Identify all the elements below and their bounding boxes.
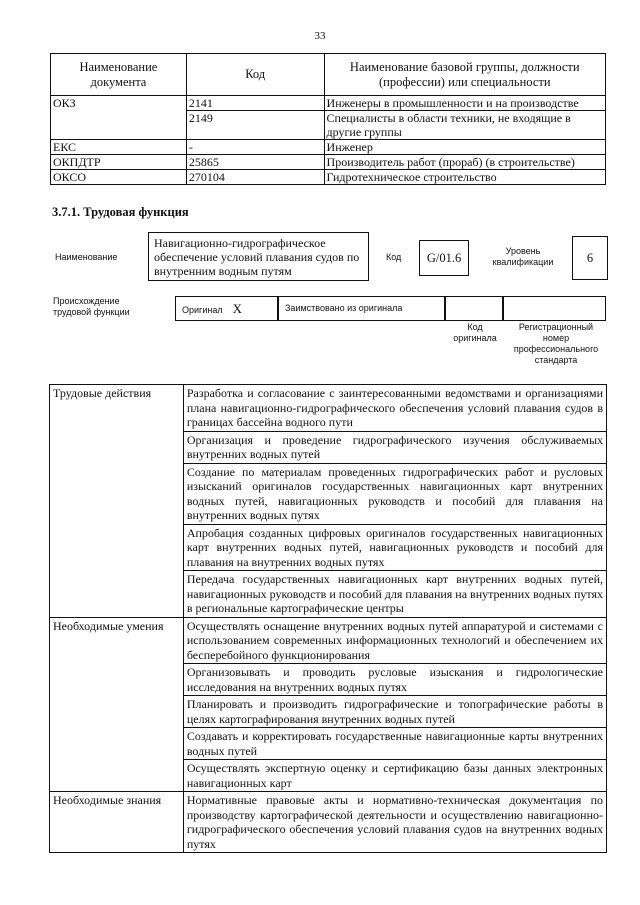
header-name: Наименование базовой группы, должности (профессии) или специальности (324, 54, 605, 96)
row-name: Гидротехническое строительство (324, 170, 605, 185)
table-row (51, 170, 606, 185)
qualification-level-label: Уровень квалификации (492, 246, 554, 267)
header-code: Код (186, 54, 324, 96)
table-row (50, 385, 607, 432)
labor-function-table (49, 384, 607, 853)
reg-number-caption: Регистрационный номер профессионального стандарта (513, 322, 599, 365)
category-labor-actions: Трудовые действия (50, 385, 184, 618)
section-title: 3.7.1. Трудовая функция (52, 205, 189, 219)
list-item: Передача государственных навигационных карт внутренних водных путей, навигационных руководств и пособий для плавания на внутренних водных путях в региональные картографические центры (183, 571, 606, 618)
row-code: 270104 (186, 170, 324, 185)
row-document: ЕКС (51, 140, 187, 155)
row-name: Специалисты в области техники, не входящие в другие группы (324, 111, 605, 140)
origin-original-label: Оригинал (182, 305, 223, 315)
row-code: - (186, 140, 324, 155)
origin-code-cell (445, 296, 503, 321)
function-name-label: Наименование (55, 252, 118, 262)
origin-label: Происхождение трудовой функции (53, 296, 130, 317)
list-item: Создавать и корректировать государственные навигационные карты внутренних водных путей (183, 728, 606, 760)
row-document: ОКПДТР (51, 155, 187, 170)
list-item: Организация и проведение гидрографического изучения обслуживаемых внутренних водных путей (183, 431, 606, 463)
row-code: 2141 (186, 96, 324, 111)
function-code-label: Код (386, 252, 402, 262)
row-name: Инженеры в промышленности и на производстве (324, 96, 605, 111)
origin-original-cell (175, 296, 278, 321)
list-item: Нормативные правовые акты и нормативно-техническая документация по производству картографической деятельности и осуществлению навигационно-гидрографического обеспечения условий плавания судов на внутренних водных путях (183, 792, 606, 853)
list-item: Создание по материалам проведенных гидрографических работ и русловых изысканий оригиналов государственных навигационных карт внутренних водных путей, навигационных руководств и пособий для плавания на внутренних водных путях (183, 463, 606, 524)
table-row (50, 617, 607, 664)
table-row (51, 155, 606, 170)
row-document: ОКСО (51, 170, 187, 185)
function-code-value: G/01.6 (419, 240, 469, 276)
classification-header-row (51, 54, 606, 96)
function-name-value: Навигационно-гидрографическое обеспечение условий плавания судов по внутренним водным путям (148, 232, 369, 281)
list-item: Апробация созданных цифровых оригиналов государственных навигационных карт внутренних водных путей, навигационных руководств и пособий для плавания на внутренних водных путях (183, 524, 606, 571)
table-row (50, 792, 607, 853)
page-number: 33 (314, 30, 326, 42)
table-row (51, 140, 606, 155)
category-required-skills: Необходимые умения (50, 617, 184, 792)
table-row (51, 96, 606, 111)
origin-borrowed-cell: Заимствовано из оригинала (278, 296, 445, 321)
original-code-caption: Код оригинала (453, 322, 497, 343)
classification-table (50, 53, 606, 185)
category-required-knowledge: Необходимые знания (50, 792, 184, 853)
row-document: ОКЗ (51, 96, 187, 140)
list-item: Организовывать и проводить русловые изыскания и гидрологические исследования на внутренних водных путях (183, 664, 606, 696)
list-item: Планировать и производить гидрографические и топографические работы в целях картографирования внутренних водных путей (183, 696, 606, 728)
row-name: Инженер (324, 140, 605, 155)
row-code: 2149 (186, 111, 324, 140)
header-document: Наименование документа (51, 54, 187, 96)
list-item: Осуществлять экспертную оценку и сертификацию базы данных электронных навигационных карт (183, 760, 606, 792)
list-item: Осуществлять оснащение внутренних водных путей аппаратурой и системами с использованием современных информационных технологий и обеспечением их бесперебойного функционирования (183, 617, 606, 664)
origin-reg-number-cell (503, 296, 606, 321)
origin-original-mark: X (232, 301, 242, 316)
row-code: 25865 (186, 155, 324, 170)
qualification-level-value: 6 (572, 236, 608, 280)
row-name: Производитель работ (прораб) (в строительстве) (324, 155, 605, 170)
list-item: Разработка и согласование с заинтересованными ведомствами и организациями плана навигационно-гидрографического обеспечения условий плавания судов в границах бассейна водного пути (183, 385, 606, 432)
